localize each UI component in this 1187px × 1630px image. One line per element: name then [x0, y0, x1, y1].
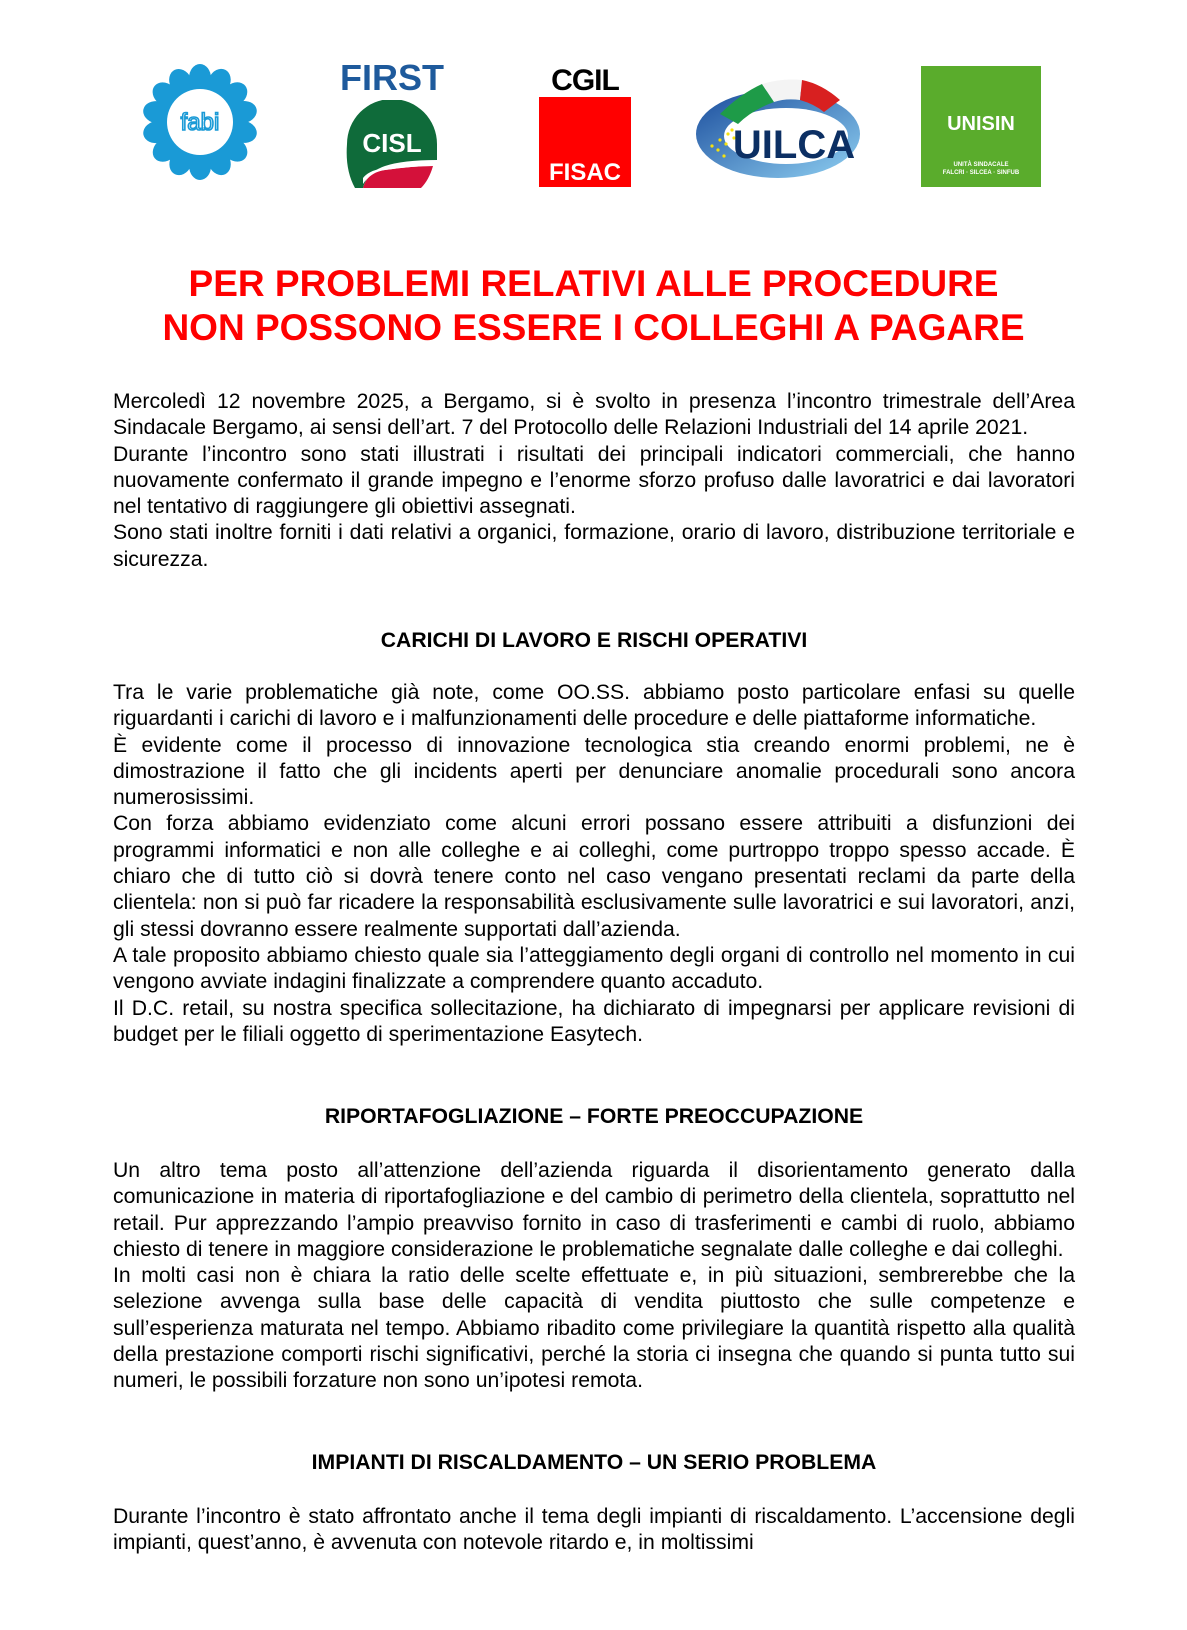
intro-section — [113, 389, 1075, 573]
unisin-logo — [921, 66, 1041, 187]
section-paragraph: Con forza abbiamo evidenziato come alcuni errori possano essere attribuiti a disfunzioni dei programmi informatici e non alle colleghe e ai colleghi, come purtroppo troppo spesso accade. È chiaro che di tutto ciò si dovrà tenere conto nel caso vengano presentati reclami da parte della clientela: non si può far ricadere la responsabilità esclusivamente sulle lavoratrici e sui lavoratori, anzi, gli stessi dovranno essere realmente supportati dall’azienda. — [113, 812, 1075, 941]
fabi-flower-icon — [142, 64, 258, 180]
section-paragraph: Tra le varie problematiche già note, come OO.SS. abbiamo posto particolare enfasi su quelle riguardanti i carichi di lavoro e i malfunzionamenti delle procedure e delle piattaforme informatiche. — [113, 681, 1075, 731]
intro-paragraph: Sono stati inoltre forniti i dati relativi a organici, formazione, orario di lavoro, distribuzione territoriale e sicurezza. — [113, 521, 1075, 571]
section-heading-carichi: CARICHI DI LAVORO E RISCHI OPERATIVI — [380, 629, 808, 652]
svg-text:UILCA: UILCA — [732, 123, 856, 167]
cisl-emblem-icon — [333, 100, 451, 188]
section-paragraph: È evidente come il processo di innovazione tecnologica stia creando enormi problemi, ne è dimostrazione il fatto che gli incidents aperti per denunciare anomalie procedurali sono ancora numerosissimi. — [113, 733, 1075, 810]
first-label: FIRST — [340, 57, 444, 98]
first-cisl-logo — [333, 57, 451, 188]
fabi-logo — [142, 64, 258, 180]
cgil-fisac-logo — [535, 66, 635, 191]
section-heading-riportafogliazione: RIPORTAFOGLIAZIONE – FORTE PREOCCUPAZIONE — [324, 1105, 864, 1128]
section-body-riportafogliazione — [113, 1158, 1075, 1395]
section-paragraph: A tale proposito abbiamo chiesto quale sia l’atteggiamento degli organi di controllo nel momento in cui vengono avviate indagini finalizzate a comprendere quanto accaduto. — [113, 943, 1075, 994]
title-line-2: NON POSSONO ESSERE I COLLEGHI A PAGARE — [162, 307, 1025, 348]
section-body-carichi — [113, 680, 1075, 1048]
svg-text:CISL: CISL — [362, 128, 422, 158]
section-paragraph: In molti casi non è chiara la ratio delle scelte effettuate e, in più situazioni, sembrerebbe che la selezione avvenga sulla base delle capacità di vendita piuttosto che sulle competenze e sull’esperienza maturata nel tempo. Abbiamo ribadito come privilegiare la quantità rispetto alla qualità della prestazione comporti rischi significativi, perché la storia ci insegna che quando si punta tutto sui numeri, le possibili forzature non sono un’ipotesi remota. — [113, 1264, 1075, 1393]
section-heading-riscaldamento: IMPIANTI DI RISCALDAMENTO – UN SERIO PROBLEMA — [311, 1451, 877, 1474]
uilca-ring-icon — [690, 74, 865, 184]
unisin-subtitle: UNITÀ SINDACALE — [953, 162, 1009, 168]
cgil-label: CGIL — [551, 64, 619, 97]
fisac-label: FISAC — [549, 159, 621, 186]
title-line-1: PER PROBLEMI RELATIVI ALLE PROCEDURE — [188, 263, 999, 304]
unisin-label: UNISIN — [947, 113, 1015, 135]
cgil-red-box — [539, 97, 631, 187]
union-logos-row — [0, 57, 1187, 190]
section-paragraph: Durante l’incontro è stato affrontato anche il tema degli impianti di riscaldamento. L’accensione degli impianti, quest’anno, è avvenuta con notevole ritardo e, in moltissimi — [113, 1505, 1075, 1555]
document-title — [0, 262, 1187, 350]
intro-paragraph: Durante l’incontro sono stati illustrati i risultati dei principali indicatori commerciali, che hanno nuovamente confermato il grande impegno e l’enorme sforzo profuso dalle lavoratrici e dai lavoratori nel tentativo di raggiungere gli obiettivi assegnati. — [113, 442, 1075, 519]
unisin-members: FALCRI · SILCEA · SINFUB — [942, 170, 1020, 176]
intro-paragraph: Mercoledì 12 novembre 2025, a Bergamo, si è svolto in presenza l’incontro trimestrale dell’Area Sindacale Bergamo, ai sensi dell’art. 7 del Protocollo delle Relazioni Industriali del 14 aprile 2021. — [113, 390, 1075, 440]
section-paragraph: Il D.C. retail, su nostra specifica sollecitazione, ha dichiarato di impegnarsi per applicare revisioni di budget per le filiali oggetto di sperimentazione Easytech. — [113, 996, 1075, 1046]
section-paragraph: Un altro tema posto all’attenzione dell’azienda riguarda il disorientamento generato dalla comunicazione in materia di riportafogliazione e del cambio di perimetro della clientela, soprattutto nel retail. Pur apprezzando l’ampio preavviso fornito in caso di trasferimenti e cambi di ruolo, abbiamo chiesto di tenere in maggiore considerazione le problematiche segnalate dalle colleghe e dai colleghi. — [113, 1159, 1075, 1261]
svg-text:fabi: fabi — [180, 109, 220, 136]
uilca-logo — [690, 74, 865, 184]
section-body-riscaldamento — [113, 1504, 1075, 1557]
